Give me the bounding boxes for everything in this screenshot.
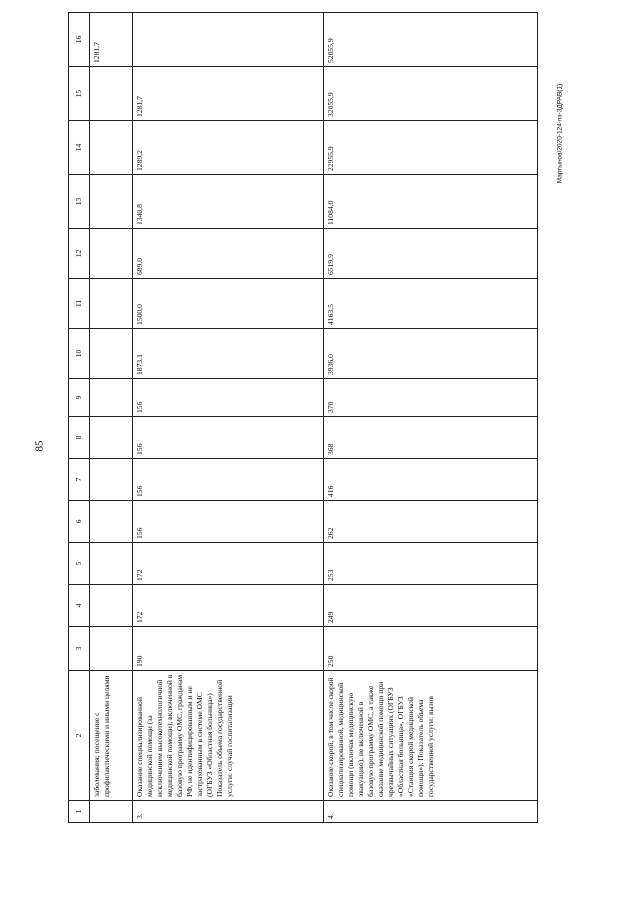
- cell-c4: [90, 585, 133, 627]
- cell-c15: 32055,9: [323, 67, 537, 121]
- cell-c9: 156: [132, 379, 323, 417]
- cell-c12: 6519,9: [323, 229, 537, 279]
- cell-c6: 156: [132, 501, 323, 543]
- table-row: [90, 13, 133, 823]
- cell-c14: [90, 121, 133, 175]
- cell-c13: 11084,0: [323, 175, 537, 229]
- cell-c14: 22955,9: [323, 121, 537, 175]
- cell-c6: [90, 501, 133, 543]
- cell-c3: [90, 627, 133, 671]
- cell-c15: 1281,7: [132, 67, 323, 121]
- col-header-12: 12: [69, 229, 90, 279]
- col-header-1: 1: [69, 801, 90, 823]
- cell-c9: 370: [323, 379, 537, 417]
- cell-c8: [90, 417, 133, 459]
- cell-c12: 689,0: [132, 229, 323, 279]
- col-header-9: 9: [69, 379, 90, 417]
- table-container: [68, 33, 538, 823]
- col-header-3: 3: [69, 627, 90, 671]
- service-description: заболевания; посещение с профилактическими и иными целями: [90, 671, 133, 801]
- service-description: Оказание специализированной медицинской помощи (за исключением высокотехнологичной медицинской помощи), включенной в базовую программу ОМС, гражданам РФ, не идентифицированным и не застрахованным в системе ОМС (ОГБУЗ «Областная больница») Показатель объема государственной услуги: случай госпитализации: [132, 671, 323, 801]
- cell-c11: 4163,5: [323, 279, 537, 329]
- table-row: [132, 13, 323, 823]
- col-header-6: 6: [69, 501, 90, 543]
- table-row: [323, 13, 537, 823]
- cell-c4: 172: [132, 585, 323, 627]
- cell-c13: [90, 175, 133, 229]
- cell-c13: 1340,8: [132, 175, 323, 229]
- col-header-10: 10: [69, 329, 90, 379]
- cell-c3: 190: [132, 627, 323, 671]
- cell-c5: 253: [323, 543, 537, 585]
- cell-c7: 156: [132, 459, 323, 501]
- cell-c16: [132, 13, 323, 67]
- cell-c6: 262: [323, 501, 537, 543]
- cell-c5: 172: [132, 543, 323, 585]
- cell-c9: [90, 379, 133, 417]
- cell-c8: 368: [323, 417, 537, 459]
- cell-c12: [90, 229, 133, 279]
- row-number: [90, 801, 133, 823]
- page-number: 85: [33, 440, 46, 452]
- budget-table: [68, 12, 538, 823]
- col-header-2: 2: [69, 671, 90, 801]
- col-header-13: 13: [69, 175, 90, 229]
- col-header-4: 4: [69, 585, 90, 627]
- col-header-16: 16: [69, 13, 90, 67]
- row-number: 4.: [323, 801, 537, 823]
- cell-c7: [90, 459, 133, 501]
- cell-c10: [90, 329, 133, 379]
- header-row: [69, 13, 90, 823]
- cell-c10: 1873,1: [132, 329, 323, 379]
- cell-c7: 416: [323, 459, 537, 501]
- service-description: Оказание скорой, в том числе скорой специализированной, медицинской помощи (включая медицинскую эвакуацию), не включенной в базовую программу ОМС, а также оказание медицинской помощи при чрезвычайных ситуациях (ОГБУЗ «Областная больница», ОГБУЗ «Станция скорой медицинской помощи»). Показатель объема государственной услуги: вызов: [323, 671, 537, 801]
- cell-c11: 1500,0: [132, 279, 323, 329]
- col-header-11: 11: [69, 279, 90, 329]
- cell-c10: 3936,0: [323, 329, 537, 379]
- col-header-8: 8: [69, 417, 90, 459]
- col-header-14: 14: [69, 121, 90, 175]
- cell-c11: [90, 279, 133, 329]
- row-number: 3.: [132, 801, 323, 823]
- document-code: Мартынов/2020-124-пз-3ДРАВ(1): [556, 83, 564, 184]
- cell-c14: 1289,2: [132, 121, 323, 175]
- cell-c16: 52055,9: [323, 13, 537, 67]
- col-header-5: 5: [69, 543, 90, 585]
- cell-c8: 156: [132, 417, 323, 459]
- cell-c4: 249: [323, 585, 537, 627]
- cell-c16: 1281,7: [90, 13, 133, 67]
- col-header-15: 15: [69, 67, 90, 121]
- cell-c5: [90, 543, 133, 585]
- cell-c3: 250: [323, 627, 537, 671]
- table-rotation-frame: [68, 33, 538, 823]
- col-header-7: 7: [69, 459, 90, 501]
- cell-c15: [90, 67, 133, 121]
